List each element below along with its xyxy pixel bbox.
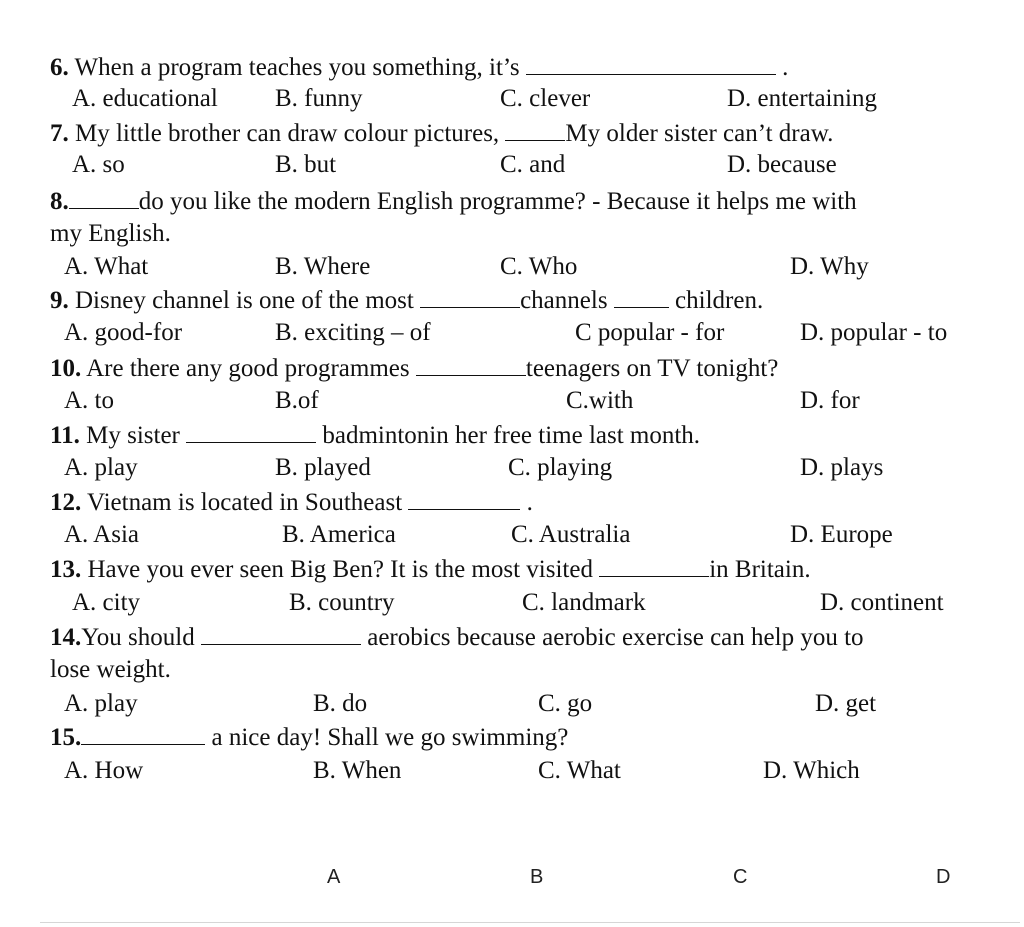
question-text: My older sister can’t draw. bbox=[565, 120, 834, 147]
option-d: D. continent bbox=[820, 589, 944, 616]
question-13 bbox=[50, 554, 811, 585]
option-a: A. so bbox=[72, 151, 125, 178]
question-text: Are there any good programmes bbox=[81, 355, 416, 382]
question-number: 6. bbox=[50, 54, 69, 81]
question-text-continued: my English. bbox=[50, 220, 171, 247]
divider bbox=[40, 922, 1020, 923]
question-15 bbox=[50, 722, 568, 753]
option-d: D. get bbox=[815, 690, 877, 717]
answer-blank bbox=[81, 722, 205, 745]
question-number: 8. bbox=[50, 188, 69, 215]
answer-choice-c[interactable]: C bbox=[733, 866, 748, 888]
question-text: Have you ever seen Big Ben? It is the most visited bbox=[81, 556, 600, 583]
question-text: aerobics because aerobic exercise can help you to bbox=[360, 624, 864, 651]
answer-blank bbox=[201, 622, 361, 645]
option-b: B. country bbox=[289, 589, 395, 616]
question-text: do you like the modern English programme? - Because it helps me with bbox=[138, 188, 857, 215]
option-c: C. clever bbox=[500, 85, 591, 112]
option-a: A. city bbox=[72, 589, 141, 616]
question-10 bbox=[50, 353, 778, 384]
answer-choice-b[interactable]: B bbox=[530, 866, 544, 888]
option-b: B. exciting – of bbox=[275, 319, 431, 346]
question-text: Vietnam is located in Southeast bbox=[81, 489, 409, 516]
question-number: 12. bbox=[50, 489, 82, 516]
answer-choice-a[interactable]: A bbox=[327, 866, 341, 888]
option-d: D. for bbox=[800, 387, 860, 414]
option-b: B. but bbox=[275, 151, 337, 178]
option-b: B.of bbox=[275, 387, 319, 414]
option-c: C. landmark bbox=[522, 589, 646, 616]
option-c: C. Australia bbox=[511, 521, 631, 548]
option-c: C. playing bbox=[508, 454, 613, 481]
question-number: 11. bbox=[50, 422, 80, 449]
question-text: in Britain. bbox=[709, 556, 811, 583]
question-7 bbox=[50, 118, 833, 149]
option-c: C popular - for bbox=[575, 319, 725, 346]
option-a: A. Asia bbox=[64, 521, 139, 548]
option-a: A. play bbox=[64, 690, 138, 717]
answer-choice-d[interactable]: D bbox=[936, 866, 951, 888]
option-b: B. do bbox=[313, 690, 368, 717]
question-text: children. bbox=[668, 287, 764, 314]
question-text: channels bbox=[520, 287, 614, 314]
option-a: A. to bbox=[64, 387, 114, 414]
option-d: D. plays bbox=[800, 454, 884, 481]
question-number: 14. bbox=[50, 624, 82, 651]
answer-blank bbox=[416, 353, 526, 376]
question-11 bbox=[50, 420, 700, 451]
option-a: A. educational bbox=[72, 85, 218, 112]
answer-blank bbox=[614, 285, 669, 308]
option-d: D. Which bbox=[763, 757, 860, 784]
answer-blank bbox=[599, 554, 709, 577]
question-8 bbox=[50, 186, 857, 217]
option-c: C. Who bbox=[500, 253, 578, 280]
question-number: 15. bbox=[50, 724, 82, 751]
option-d: D. popular - to bbox=[800, 319, 948, 346]
question-text: My little brother can draw colour pictures, bbox=[68, 120, 506, 147]
question-text: Disney channel is one of the most bbox=[68, 287, 421, 314]
question-number: 13. bbox=[50, 556, 82, 583]
question-number: 9. bbox=[50, 287, 69, 314]
option-d: D. Why bbox=[790, 253, 869, 280]
answer-blank bbox=[526, 52, 776, 75]
option-d: D. Europe bbox=[790, 521, 893, 548]
option-b: B. America bbox=[282, 521, 396, 548]
question-14 bbox=[50, 622, 864, 653]
question-6 bbox=[50, 52, 788, 83]
question-number: 7. bbox=[50, 120, 69, 147]
question-number: 10. bbox=[50, 355, 82, 382]
option-b: B. Where bbox=[275, 253, 371, 280]
option-d: D. entertaining bbox=[727, 85, 877, 112]
answer-blank bbox=[505, 118, 565, 141]
question-text: teenagers on TV tonight? bbox=[525, 355, 779, 382]
option-c: C.with bbox=[566, 387, 634, 414]
answer-blank bbox=[408, 487, 520, 510]
question-text: badmintonin her free time last month. bbox=[316, 422, 701, 449]
option-a: A. How bbox=[64, 757, 144, 784]
question-9 bbox=[50, 285, 763, 316]
question-text: . bbox=[520, 489, 533, 516]
option-a: A. good-for bbox=[64, 319, 183, 346]
option-c: C. go bbox=[538, 690, 593, 717]
question-12 bbox=[50, 487, 533, 518]
question-text: a nice day! Shall we go swimming? bbox=[205, 724, 569, 751]
option-b: B. When bbox=[313, 757, 402, 784]
answer-blank bbox=[420, 285, 520, 308]
question-text: . bbox=[775, 54, 789, 81]
question-text: My sister bbox=[79, 422, 187, 449]
option-c: C. What bbox=[538, 757, 621, 784]
option-c: C. and bbox=[500, 151, 566, 178]
answer-blank bbox=[69, 186, 139, 209]
option-b: B. funny bbox=[275, 85, 363, 112]
option-d: D. because bbox=[727, 151, 837, 178]
option-a: A. play bbox=[64, 454, 138, 481]
answer-blank bbox=[186, 420, 316, 443]
question-text: When a program teaches you something, it’s bbox=[68, 54, 526, 81]
question-text: You should bbox=[81, 624, 201, 651]
option-a: A. What bbox=[64, 253, 149, 280]
question-text-continued: lose weight. bbox=[50, 656, 171, 683]
option-b: B. played bbox=[275, 454, 371, 481]
